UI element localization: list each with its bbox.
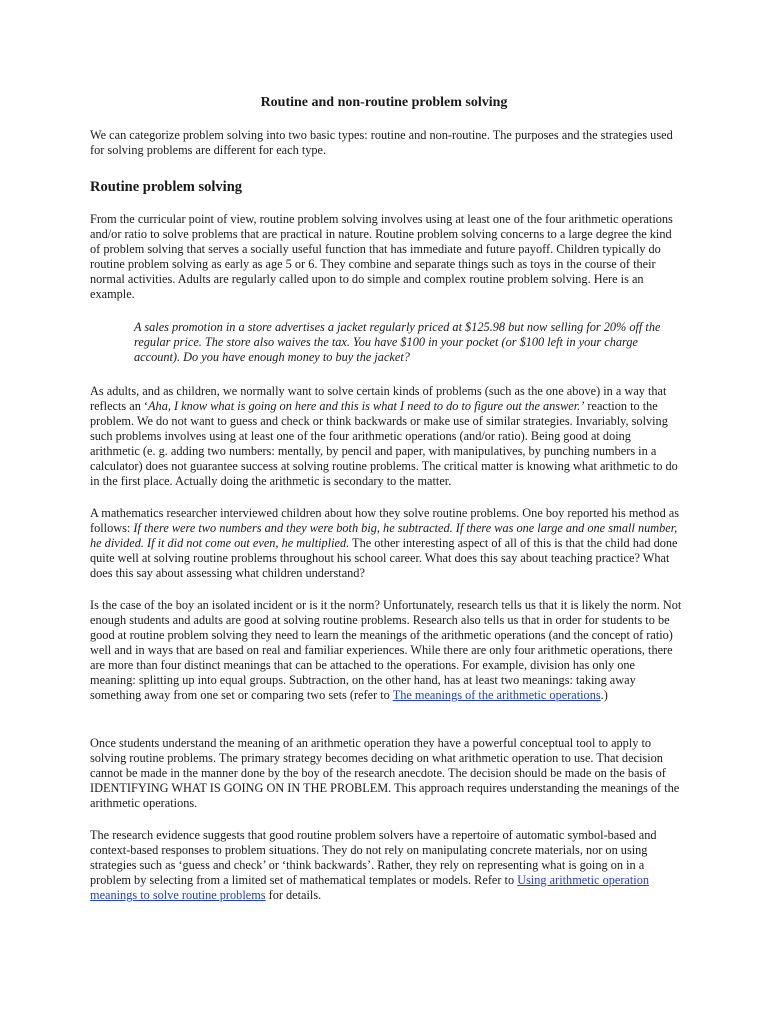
paragraph-6 [90,828,682,903]
meanings-of-operations-link[interactable]: The meanings of the arithmetic operations [392,688,601,702]
paragraph-3-italic: If there were two numbers and they were both big, he subtracted. If there was one large and one small number, he divided. If it did not come out even, he multiplied. [90,521,678,550]
paragraph-1: From the curricular point of view, routine problem solving involves using at least one of the four arithmetic operations and/or ratio to solve problems that are practical in nature. Routine problem solving concerns to a large degree the kind of problem solving that serves a socially useful function that has immediate and future payoff. Children typically do routine problem solving as early as age 5 or 6. They combine and separate things such as toys in the course of their normal activities. Adults are regularly called upon to do simple and complex routine problem solving. Here is an example. [90,212,673,301]
example-quote: A sales promotion in a store advertises a jacket regularly priced at $125.98 but now selling for 20% off the regular price. The store also waives the tax. You have $100 in your pocket (or $100 left in your charge account). Do you have enough money to buy the jacket? [134,320,661,364]
paragraph-3-text-a: A mathematics researcher interviewed children about how they solve routine problems. One boy reported his method as follows: [90,506,680,535]
using-operation-meanings-link[interactable]: Using arithmetic operation meanings to solve routine problems [90,873,650,902]
paragraph-2-italic: Aha, I know what is going on here and this is what I need to do to figure out the answer.’ [148,399,585,413]
paragraph-2-text-a: As adults, and as children, we normally want to solve certain kinds of problems (such as the one above) in a way that reflects an ‘ [90,384,667,413]
paragraph-6-text-b: for details. [265,888,322,902]
paragraph-3 [90,506,682,581]
paragraph-6-text-a: The research evidence suggests that good routine problem solvers have a repertoire of automatic symbol-based and context-based responses to problem situations. They do not rely on manipulating concrete materials, nor on using strategies such as ‘guess and check’ or ‘think backwards’. Rather, they rely on representing what is going on in a problem by selecting from a limited set of mathematical templates or models. Refer to [90,828,657,887]
paragraph-2 [90,384,682,489]
paragraph-3-text-b: The other interesting aspect of all of this is that the child had done quite well at solving routine problems throughout his school career. What does this say about teaching practice? What does this say about assessing what children understand? [90,536,678,580]
paragraph-5: Once students understand the meaning of an arithmetic operation they have a powerful conceptual tool to apply to solving routine problems. The primary strategy becomes deciding on what arithmetic operation to use. That decision cannot be made in the manner done by the boy of the research anecdote. The decision should be made on the basis of IDENTIFYING WHAT IS GOING ON IN THE PROBLEM. This approach requires understanding the meanings of the arithmetic operations. [90,736,680,810]
section-heading: Routine problem solving [90,179,243,195]
paragraph-4-text-a: Is the case of the boy an isolated incident or is it the norm? Unfortunately, research tells us that it is likely the norm. Not enough students and adults are good at solving routine problems. Research also tells us that in order for students to be good at routine problem solving they need to learn the meanings of the arithmetic operations (and the concept of ratio) well and in ways that are based on real and familiar experiences. While there are only four arithmetic operations, there are more than four distinct meanings that can be attached to the operations. For example, division has only one meaning: splitting up into equal groups. Subtraction, on the other hand, has at least two meanings: taking away something away from one set or comparing two sets (refer to [90,598,682,702]
paragraph-2-text-b: reaction to the problem. We do not want to guess and check or think backwards or make use of similar strategies. Invariably, solving such problems involves using at least one of the four arithmetic operations (and/or ratio). Being good at doing arithmetic (e. g. adding two numbers: mentally, by pencil and paper, with manipulatives, by punching numbers in a calculator) does not guarantee success at solving routine problems. The critical matter is knowing what arithmetic to do in the first place. Actually doing the arithmetic is secondary to the matter. [90,399,678,488]
intro-paragraph: We can categorize problem solving into two basic types: routine and non-routine. The purposes and the strategies used for solving problems are different for each type. [90,128,673,157]
page-title: Routine and non-routine problem solving [260,95,508,110]
paragraph-4-text-b: .) [600,688,608,702]
paragraph-4 [90,598,682,703]
